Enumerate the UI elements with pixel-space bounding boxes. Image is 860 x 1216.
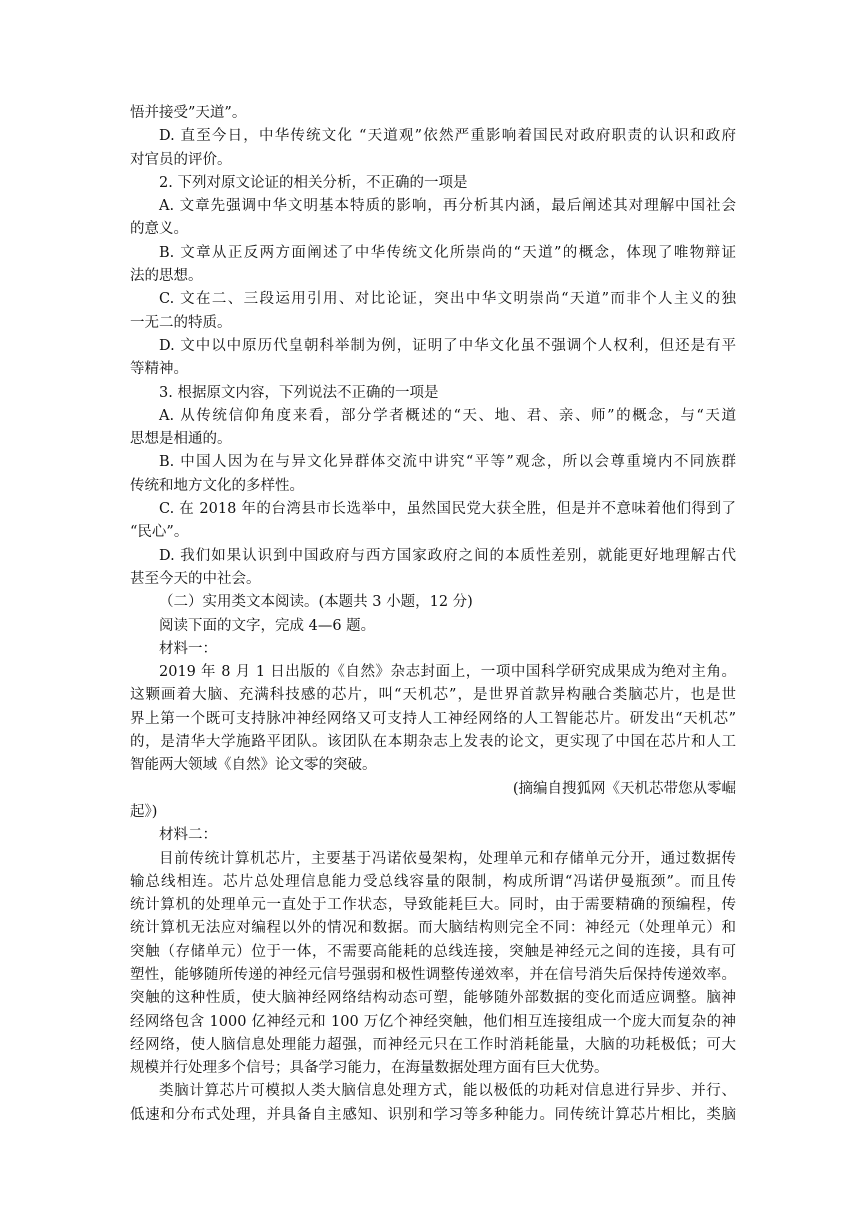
material-2-line: 塑性，能够随所传递的神经元信号强弱和极性调整传递效率，并在信号消失后保持传递效率。 xyxy=(130,966,736,983)
material-2-line: 经网络，使人脑信息处理能力超强，而神经元只在工作时消耗能量，大脑的功耗极低；可大 xyxy=(130,1036,736,1053)
material-2-line: 低速和分布式处理，并具备自主感知、识别和学习等多种能力。同传统计算芯片相比，类脑 xyxy=(130,1106,736,1123)
material-2-line: 目前传统计算机芯片，主要基于冯诺依曼架构，处理单元和存储单元分开，通过数据传 xyxy=(159,850,736,867)
material-2-line: 规模并行处理多个信号；具备学习能力，在海量数据处理方面有巨大优势。 xyxy=(130,1060,609,1077)
q3-option-a-line-1: A. 从传统信仰角度来看，部分学者概述的“天、地、君、亲、师”的概念，与“天道 xyxy=(159,407,736,424)
q2-option-d-line-1: D. 文中以中原历代皇朝科举制为例，证明了中华文化虽不强调个人权利，但还是有平 xyxy=(159,337,736,354)
q3-option-b-line-1: B. 中国人因为在与异文化异群体交流中讲究“平等”观念，所以会尊重境内不同族群 xyxy=(159,454,736,471)
q3-option-c-line-1: C. 在 2018 年的台湾县市长选举中，虽然国民党大获全胜，但是并不意味着他们得到了 xyxy=(159,501,736,518)
q2-option-b-line-1: B. 文章从正反两方面阐述了中华传统文化所崇尚的“天道”的概念，体现了唯物辩证 xyxy=(159,244,736,261)
text-line: 法的思想。 xyxy=(130,268,203,285)
text-line: “民心”。 xyxy=(130,524,189,541)
q3-option-d-line-1: D. 我们如果认识到中国政府与西方国家政府之间的本质性差别，就能更好地理解古代 xyxy=(159,547,736,564)
material-2-line: 统计算机无法应对编程以外的情况和数据。而大脑结构则完全不同：神经元（处理单元）和 xyxy=(130,920,736,937)
text-line: 的意义。 xyxy=(130,221,188,238)
material-2-line: 类脑计算芯片可模拟人类大脑信息处理方式，能以极低的功耗对信息进行异步、并行、 xyxy=(159,1083,736,1100)
material-1-line: 的，是清华大学施路平团队。该团队在本期杂志上发表的论文，更实现了中国在芯片和人工 xyxy=(130,734,736,751)
material-1-heading: 材料一： xyxy=(159,640,217,657)
material-2-line: 统计算机的处理单元一直处于工作状态，导致能耗巨大。同时，由于需要精确的预编程，传 xyxy=(130,897,736,914)
material-1-line: 这颗画着大脑、充满科技感的芯片，叫“天机芯”，是世界首款异构融合类脑芯片，也是世 xyxy=(130,687,736,704)
material-2-line: 输总线相连。芯片总处理信息能力受总线容量的限制，构成所谓“冯诺伊曼瓶颈”。而且传 xyxy=(130,873,736,890)
source-citation-end: 起》) xyxy=(130,803,158,820)
material-1-line: 智能两大领域《自然》论文零的突破。 xyxy=(130,757,377,774)
q2-option-c-line-1: C. 文在二、三段运用引用、对比论证，突出中华文明崇尚“天道”而非个人主义的独 xyxy=(159,291,736,308)
question-2-stem: 2. 下列对原文论证的相关分析，不正确的一项是 xyxy=(159,174,468,191)
question-3-stem: 3. 根据原文内容，下列说法不正确的一项是 xyxy=(159,384,439,401)
material-2-line: 突触（存储单元）位于一体，不需要高能耗的总线连接，突触是神经元之间的连接，具有可 xyxy=(130,943,736,960)
text-line: 思想是相通的。 xyxy=(130,431,232,448)
section-heading: （二）实用类文本阅读。(本题共 3 小题，12 分) xyxy=(159,594,473,611)
material-2-line: 经网络包含 1000 亿神经元和 100 万亿个神经突触，他们相互连接组成一个庞大而复杂的神 xyxy=(130,1013,736,1030)
option-d-line-1: D. 直至今日，中华传统文化 “天道观”依然严重影响着国民对政府职责的认识和政府 xyxy=(159,128,736,145)
material-1-line: 界上第一个既可支持脉冲神经网络又可支持人工神经网络的人工智能芯片。研发出“天机芯” xyxy=(130,710,736,727)
text-line: 一无二的特质。 xyxy=(130,314,232,331)
document-body xyxy=(130,102,736,1127)
material-1-line: 2019 年 8 月 1 日出版的《自然》杂志封面上，一项中国科学研究成果成为绝对主角。 xyxy=(159,664,736,681)
material-2-line: 突触的这种性质，使大脑神经网络结构动态可塑，能够随外部数据的变化而适应调整。脑神 xyxy=(130,990,736,1007)
text-line: 对官员的评价。 xyxy=(130,151,232,168)
material-2-heading: 材料二： xyxy=(159,827,217,844)
source-citation: (摘编自搜狐网《天机芯带您从零崛 xyxy=(512,780,736,797)
text-line: 等精神。 xyxy=(130,361,188,378)
text-line: 传统和地方文化的多样性。 xyxy=(130,477,304,494)
instruction-line: 阅读下面的文字，完成 4—6 题。 xyxy=(159,617,376,634)
text-line: 悟并接受”天道”。 xyxy=(130,105,247,121)
text-line: 甚至今天的中社会。 xyxy=(130,570,261,587)
q2-option-a-line-1: A. 文章先强调中华文明基本特质的影响，再分析其内涵，最后阐述其对理解中国社会 xyxy=(159,198,736,215)
